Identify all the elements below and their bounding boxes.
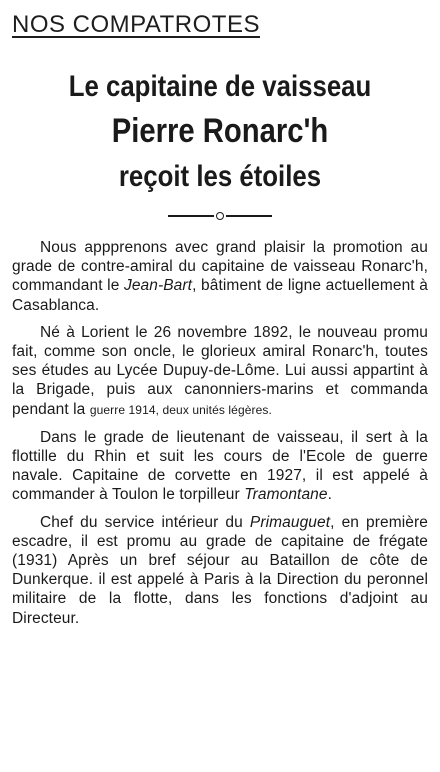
separator-dot — [216, 212, 224, 220]
paragraph-3 — [12, 428, 428, 505]
paragraph-1-text-c: , bâtiment de ligne actuellement à Casablanca. — [12, 277, 428, 314]
headline — [12, 68, 428, 196]
ornamental-separator — [12, 212, 428, 220]
separator-line-right — [226, 215, 272, 217]
paragraph-4-text-a: Chef du service intérieur du — [40, 513, 250, 531]
paragraph-4-text-c: , en première escadre, il est promu au grade de capitaine de frégate (1931) Après un bref séjour au Bataillon de côte de Dunkerque. il est appelé à Paris à la Direction du peronnel militaire de la flotte, dans les fonctions d'adjoint au Directeur. — [12, 513, 429, 627]
separator-line-left — [168, 215, 214, 217]
paragraph-2-text-a: Né à Lorient le 26 novembre 1892, le nouveau promu fait, comme son oncle, le glorieux amiral Ronarc'h, toutes ses études au Lycée Dupuy-de-Lôme. Lui aussi appartint à la Brigade, puis aux canonniers-marins et commanda pendant la — [12, 323, 428, 418]
paragraph-2 — [12, 323, 428, 420]
paragraph-3-text-a: Dans le grade de lieutenant de vaisseau, il sert à la flottille du Rhin et suit les cours de l'Ecole de guerre navale. Capitaine de corvette en 1927, il est appelé à commander à Toulon le torpilleur — [12, 428, 428, 504]
paragraph-4 — [12, 513, 428, 628]
headline-line-3: reçoit les étoiles — [118, 160, 322, 193]
paragraph-1-text-a: Nous appprenons avec grand plaisir la promotion au grade de contre-amiral du capitaine de vaisseau Ronarc'h, commandant le — [12, 239, 428, 295]
paragraph-2-small-text: guerre 1914, deux unités légères. — [89, 402, 272, 417]
section-rubric: NOS COMPATROTES — [12, 11, 260, 38]
paragraph-3-text-c: . — [327, 486, 333, 504]
ship-name-tramontane: Tramontane — [244, 486, 328, 504]
ship-name-jean-bart: Jean-Bart — [123, 277, 193, 295]
headline-line-2: Pierre Ronarc'h — [111, 112, 329, 150]
ship-name-primauguet: Primauguet — [249, 513, 331, 531]
headline-line-1: Le capitaine de vaisseau — [68, 70, 372, 103]
paragraph-1 — [12, 238, 428, 315]
